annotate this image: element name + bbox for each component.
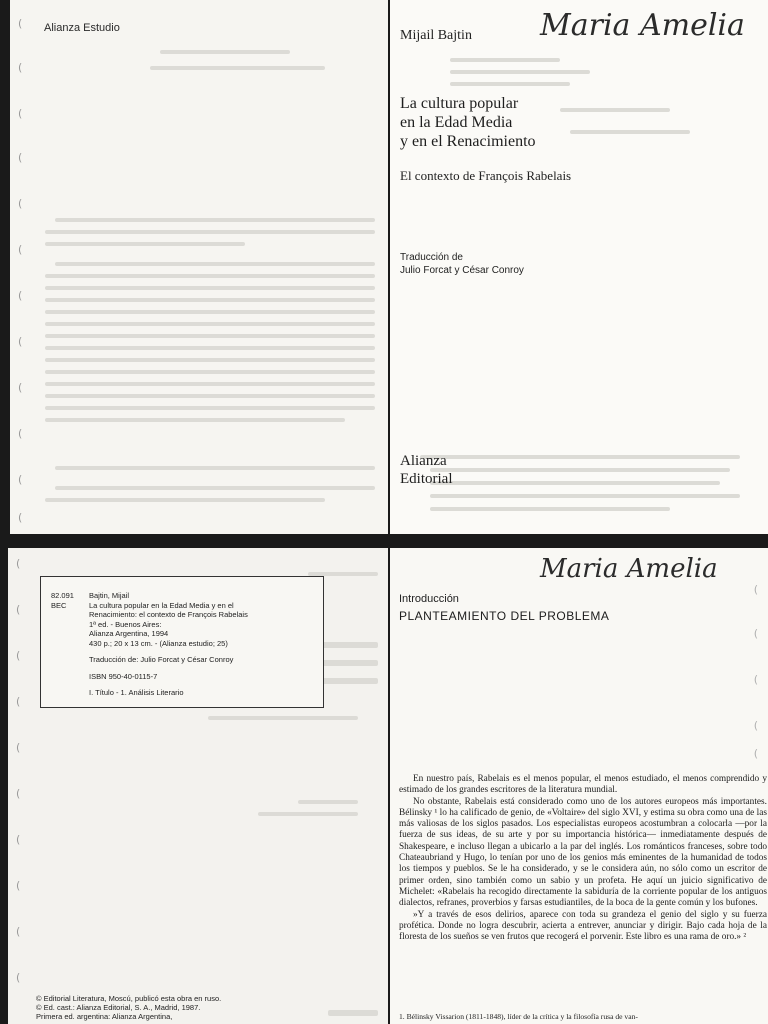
punch-hole-icon: ( [18, 473, 23, 486]
bleed-through [55, 486, 375, 490]
bleed-through [45, 322, 375, 326]
punch-hole-icon: ( [16, 787, 21, 800]
punch-hole-icon: ( [753, 719, 758, 732]
translation-credit: Traducción de Julio Forcat y César Conroy [400, 252, 524, 276]
bleed-through [430, 494, 740, 498]
page-copyright [8, 548, 388, 1024]
bleed-through [45, 498, 325, 502]
bleed-through [45, 334, 375, 338]
punch-hole-icon: ( [16, 741, 21, 754]
paragraph: En nuestro país, Rabelais es el menos popular, el menos estudiado, el menos comprendido y estimado de los grandes escritores de la literatura mundial. [399, 774, 767, 796]
bleed-through [45, 230, 375, 234]
punch-hole-icon: ( [18, 197, 23, 210]
punch-hole-icon: ( [18, 107, 23, 120]
punch-hole-icon: ( [18, 289, 23, 302]
chapter-title: PLANTEAMIENTO DEL PROBLEMA [399, 609, 610, 623]
punch-hole-icon: ( [18, 511, 23, 524]
bleed-through [450, 70, 590, 74]
punch-hole-icon: ( [18, 17, 23, 30]
punch-hole-icon: ( [16, 603, 21, 616]
bleed-through [570, 130, 690, 134]
bleed-through [45, 418, 345, 422]
chapter-label: Introducción [399, 593, 459, 605]
bleed-through [45, 242, 245, 246]
punch-hole-icon: ( [753, 747, 758, 760]
book-title: La cultura popular en la Edad Media y en el Renacimiento [400, 95, 536, 150]
punch-hole-icon: ( [18, 151, 23, 164]
bleed-through [45, 298, 375, 302]
punch-hole-icon: ( [16, 833, 21, 846]
paragraph: No obstante, Rabelais está considerado como uno de los autores europeos más importantes. Bélinsky ¹ lo ha calificado de genio, de «Voltaire» del siglo XVI, y estima su obra como una de las más valiosas de los siglos pasados. Los especialistas europeos acostumbran a colocarla —por la fuerza de sus ideas, de su arte y por su importancia histórica— inmediatamente después de Shakespeare, e incluso llegan a ubicarlo a la par del inglés. Los románticos franceses, sobre todo Chateaubriand y Hugo, lo tenían por uno de los genios más eminentes de la humanidad de todos los tiempos y pueblos. Se le ha considerado, y se le considera aún, no sólo como un escritor de primer orden, sino también como un sabio y un profeta. He aquí un juicio significativo de Michelet: «Rabelais ha recogido directamente la sabiduría de la corriente popular de los antiguos dialectos, refranes, proverbios y farsas estudiantiles, de la boca de la gente común y los bufones. [399, 796, 767, 909]
catalog-entry: Bajtin, Mijail La cultura popular en la Edad Media y en el Renacimiento: el contexto de François Rabelais 1ª ed. - Buenos Aires: Alianza Argentina, 1994 430 p.; 20 x 13 cm. - (Alianza estudio; 25) Traducción de: Julio Forcat y César Conroy ISBN 950-40-0115-7 I. Título - 1. Análisis Literario [89, 591, 248, 697]
handwritten-signature: Maria Amelia [540, 554, 718, 584]
bleed-through [45, 382, 375, 386]
bleed-through [55, 466, 375, 470]
bleed-through [420, 455, 740, 459]
bleed-through [45, 274, 375, 278]
punch-hole-icon: ( [16, 649, 21, 662]
bleed-through [45, 286, 375, 290]
punch-hole-icon: ( [16, 695, 21, 708]
bleed-through [430, 481, 720, 485]
bleed-through [45, 346, 375, 350]
punch-hole-icon: ( [18, 243, 23, 256]
punch-hole-icon: ( [16, 557, 21, 570]
punch-hole-icon: ( [18, 61, 23, 74]
bleed-through [208, 716, 358, 720]
bleed-through [55, 218, 375, 222]
bleed-through [430, 507, 670, 511]
paragraph: »Y a través de esos delirios, aparece con toda su grandeza el genio del siglo y su fuerza profética. Donde no logra descubrir, acierta a entrever, anunciar y dirigir. Bajo cada hoja de la floresta de los sueños se ven frutos que recogerá el porvenir. Este libro es una rama de oro.» ² [399, 909, 767, 943]
bleed-through [55, 262, 375, 266]
publisher-name: Alianza Editorial [400, 453, 453, 487]
classification-code: 82.091 BEC [51, 591, 74, 610]
page-introduction [390, 548, 768, 1024]
punch-hole-icon: ( [753, 583, 758, 596]
punch-hole-icon: ( [753, 627, 758, 640]
bleed-through [45, 310, 375, 314]
bleed-through [328, 1010, 378, 1016]
punch-hole-icon: ( [16, 925, 21, 938]
bleed-through [45, 394, 375, 398]
footnote: 1. Bélinsky Vissarion (1811-1848), líder de la crítica y la filosofía rusa de van- [399, 1012, 638, 1021]
bleed-through [560, 108, 670, 112]
punch-hole-icon: ( [753, 673, 758, 686]
series-name: Alianza Estudio [44, 22, 120, 34]
handwritten-signature: Maria Amelia [540, 8, 745, 43]
body-text [399, 774, 767, 943]
bleed-through [450, 82, 570, 86]
punch-hole-icon: ( [18, 335, 23, 348]
page-verso-series [10, 0, 388, 534]
bleed-through [45, 406, 375, 410]
book-subtitle: El contexto de François Rabelais [400, 168, 572, 183]
bleed-through [430, 468, 730, 472]
page-title-page [390, 0, 768, 534]
bleed-through [160, 50, 290, 54]
author-name: Mijail Bajtin [400, 28, 472, 43]
copyright-notice: © Editorial Literatura, Moscú, publicó esta obra en ruso. © Ed. cast.: Alianza Editorial, S. A., Madrid, 1987. Primera ed. argentina: Alianza Argentina, [36, 994, 222, 1021]
punch-hole-icon: ( [18, 381, 23, 394]
punch-hole-icon: ( [16, 879, 21, 892]
catalog-card [40, 576, 324, 708]
bleed-through [298, 800, 358, 804]
bleed-through [45, 370, 375, 374]
bleed-through [258, 812, 358, 816]
bleed-through [150, 66, 325, 70]
bleed-through [45, 358, 375, 362]
bleed-through [450, 58, 560, 62]
punch-hole-icon: ( [16, 971, 21, 984]
punch-hole-icon: ( [18, 427, 23, 440]
